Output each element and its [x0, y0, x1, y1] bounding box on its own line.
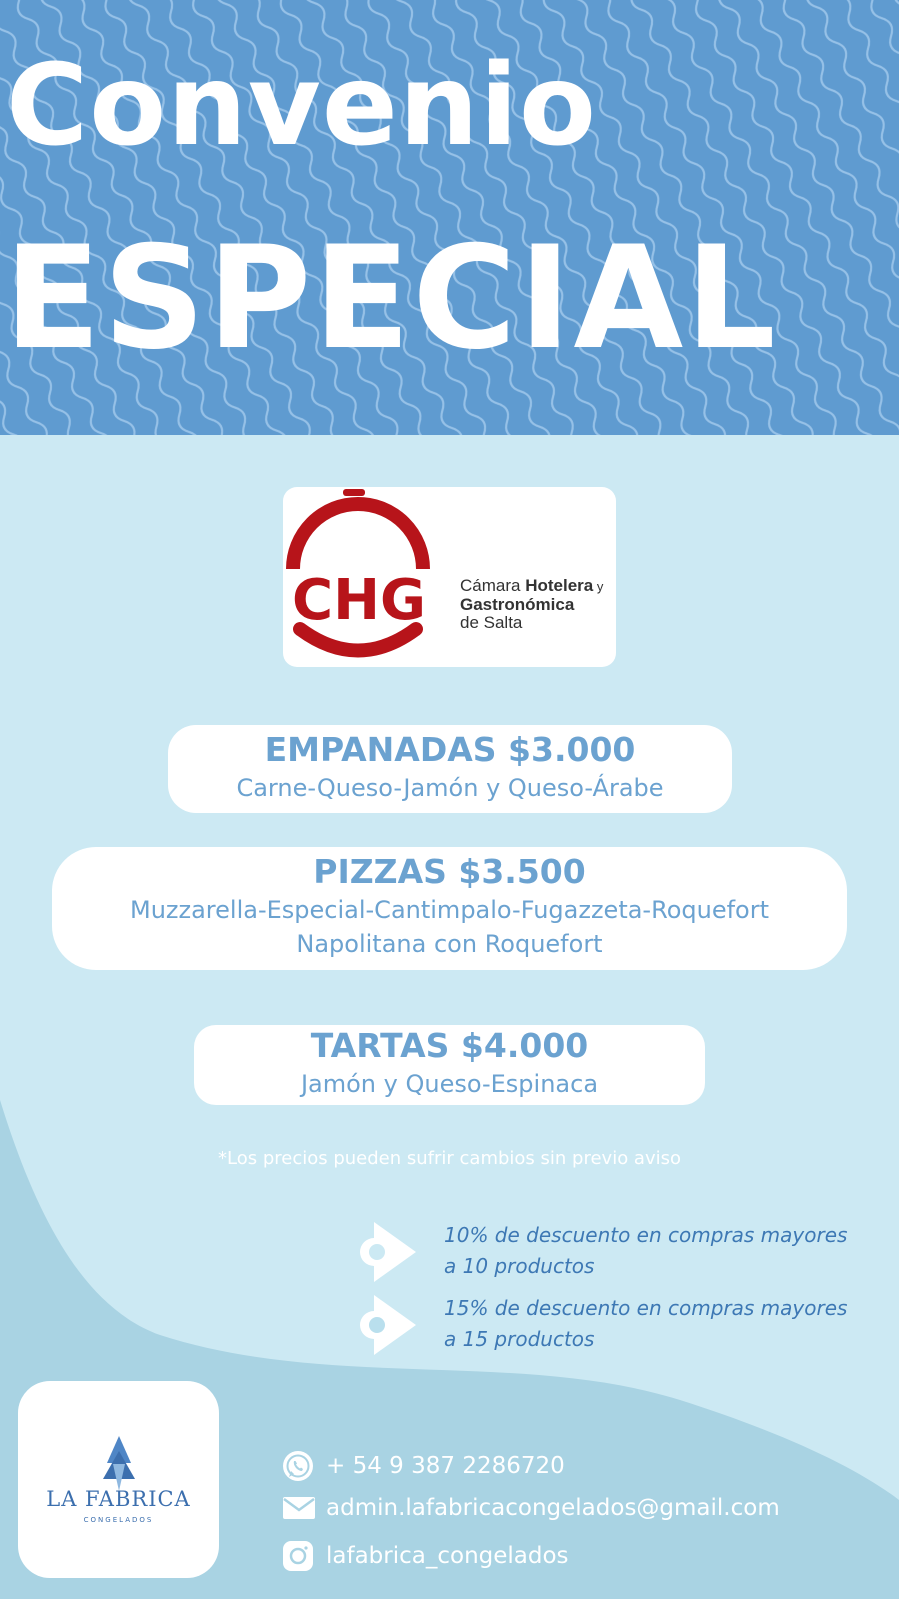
discount-text-15: 15% de descuento en compras mayores a 15 productos — [444, 1296, 848, 1351]
la-fabrica-logo-card — [18, 1381, 219, 1578]
empanadas-card — [168, 725, 732, 813]
arrow-right-icon — [356, 1220, 418, 1284]
chg-name: Cámara Hotelera y Gastronómica de Salta — [460, 576, 604, 632]
arrow-right-icon — [356, 1293, 418, 1357]
mail-icon — [282, 1492, 316, 1524]
phone-number: + 54 9 387 2286720 — [326, 1453, 565, 1479]
instagram-handle: lafabrica_congelados — [326, 1543, 569, 1569]
tartas-description: Jamón y Queso-Espinaca — [300, 1070, 599, 1098]
brand-subtitle: CONGELADOS — [83, 1516, 154, 1524]
discount-item-15 — [356, 1293, 876, 1363]
la-fabrica-logo-icon — [18, 1381, 219, 1578]
instagram-icon — [282, 1540, 314, 1572]
pizzas-card — [52, 847, 847, 970]
chg-logo-text: CHG — [292, 568, 426, 633]
pizzas-title: PIZZAS $3.500 — [313, 852, 586, 891]
pizzas-description-line1: Muzzarella-Especial-Cantimpalo-Fugazzeta-Roquefort — [129, 896, 769, 924]
price-disclaimer: *Los precios pueden sufrir cambios sin previo aviso — [218, 1148, 681, 1169]
hero-title-especial: ESPECIAL — [4, 216, 778, 381]
tartas-title: TARTAS $4.000 — [310, 1026, 589, 1065]
empanadas-title: EMPANADAS $3.000 — [264, 730, 636, 769]
tartas-card — [194, 1025, 705, 1105]
whatsapp-icon — [282, 1450, 314, 1482]
email-address: admin.lafabricacongelados@gmail.com — [326, 1495, 780, 1521]
chg-logo-card — [283, 487, 616, 667]
discount-item-10 — [356, 1220, 876, 1290]
pizzas-description-line2: Napolitana con Roquefort — [296, 930, 603, 958]
empanadas-description: Carne-Queso-Jamón y Queso-Árabe — [236, 774, 664, 802]
hero-banner — [0, 0, 899, 435]
hero-title-convenio: Convenio — [6, 41, 597, 171]
brand-name: LA FABRICA — [46, 1487, 191, 1511]
discount-text-10: 10% de descuento en compras mayores a 10 productos — [444, 1223, 848, 1278]
